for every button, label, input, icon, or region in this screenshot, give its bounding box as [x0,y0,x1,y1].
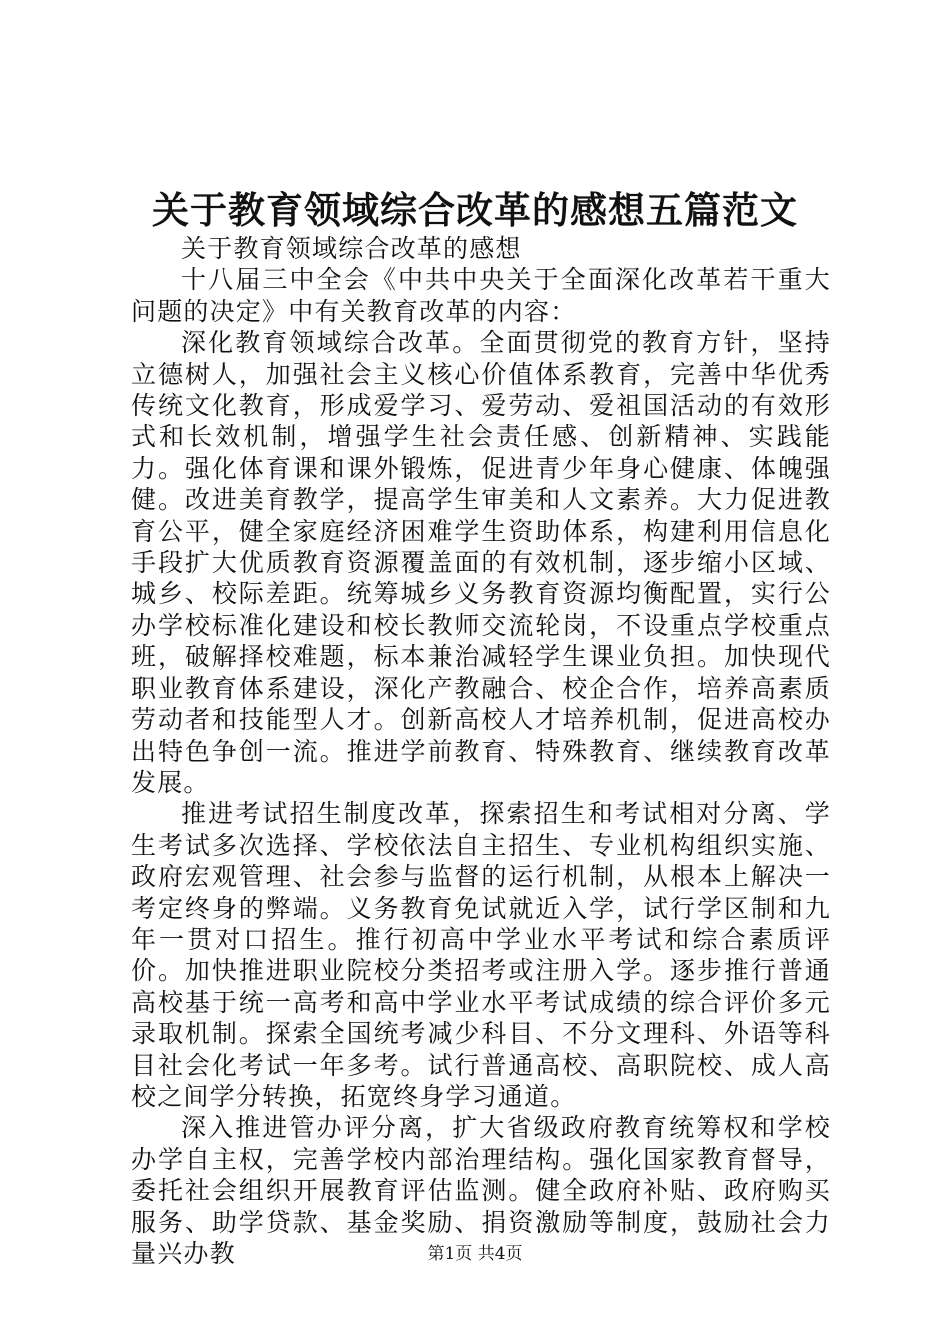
paragraph-4: 深入推进管办评分离，扩大省级政府教育统筹权和学校办学自主权，完善学校内部治理结构。强化国家教育督导，委托社会组织开展教育评估监测。健全政府补贴、政府购买服务、助学贷款、基金奖励、捐资激励等制度，鼓励社会力量兴办教 [131,1113,831,1268]
paragraph-1: 十八届三中全会《中共中央关于全面深化改革若干重大问题的决定》中有关教育改革的内容： [131,265,831,326]
paragraph-3: 推进考试招生制度改革，探索招生和考试相对分离、学生考试多次选择、学校依法自主招生、专业机构组织实施、政府宏观管理、社会参与监督的运行机制，从根本上解决一考定终身的弊端。义务教育免试就近入学，试行学区制和九年一贯对口招生。推行初高中学业水平考试和综合素质评价。加快推进职业院校分类招考或注册入学。逐步推行普通高校基于统一高考和高中学业水平考试成绩的综合评价多元录取机制。探索全国统考减少科目、不分文理科、外语等科目社会化考试一年多考。试行普通高校、高职院校、成人高校之间学分转换，拓宽终身学习通道。 [131,799,831,1111]
document-subtitle: 关于教育领域综合改革的感想 [181,234,522,263]
page-footer: 第1页 共4页 [427,1244,523,1264]
document-title: 关于教育领域综合改革的感想五篇范文 [152,188,798,232]
paragraph-2: 深化教育领域综合改革。全面贯彻党的教育方针，坚持立德树人，加强社会主义核心价值体系教育，完善中华优秀传统文化教育，形成爱学习、爱劳动、爱祖国活动的有效形式和长效机制，增强学生社会责任感、创新精神、实践能力。强化体育课和课外锻炼，促进青少年身心健康、体魄强健。改进美育教学，提高学生审美和人文素养。大力促进教育公平，健全家庭经济困难学生资助体系，构建利用信息化手段扩大优质教育资源覆盖面的有效机制，逐步缩小区域、城乡、校际差距。统筹城乡义务教育资源均衡配置，实行公办学校标准化建设和校长教师交流轮岗，不设重点学校重点班，破解择校难题，标本兼治减轻学生课业负担。加快现代职业教育体系建设，深化产教融合、校企合作，培养高素质劳动者和技能型人才。创新高校人才培养机制，促进高校办出特色争创一流。推进学前教育、特殊教育、继续教育改革发展。 [131,328,831,797]
document-body [131,233,831,1269]
